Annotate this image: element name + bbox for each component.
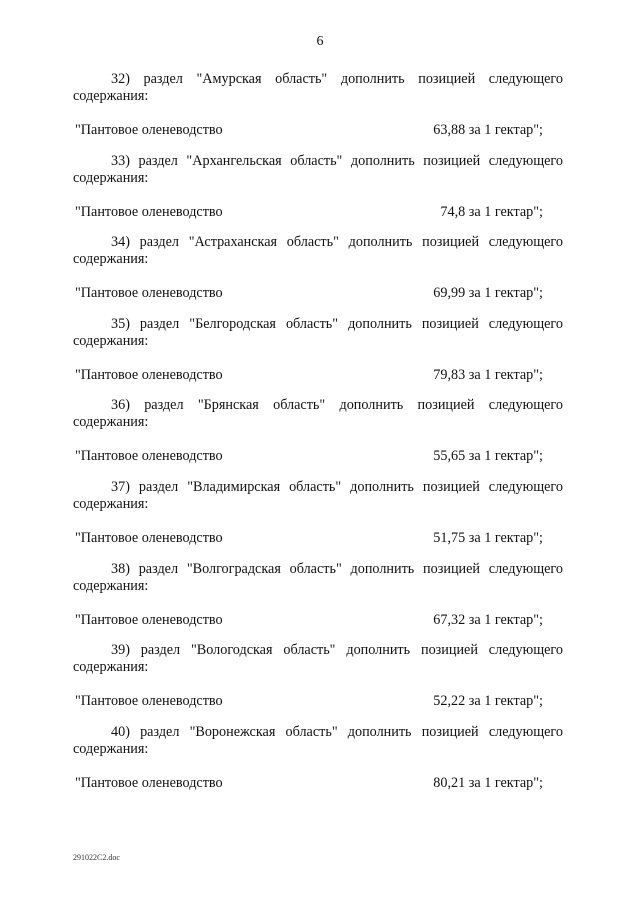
amendment-line-continuation: содержания:	[73, 740, 149, 757]
entry-activity-name: "Пантовое оленеводство	[75, 122, 223, 138]
amendment-item-37	[0, 479, 640, 561]
amendment-instruction: 40) раздел "Воронежская область" дополнить позицией следующего	[111, 723, 563, 740]
amendment-item-40	[0, 724, 640, 806]
amendment-line-continuation: содержания:	[73, 251, 149, 268]
amendment-text	[73, 153, 563, 187]
amendment-line-continuation: содержания:	[73, 88, 149, 104]
entry-rate: 51,75 за 1 гектар";	[433, 529, 543, 546]
amendment-item-35	[0, 316, 640, 398]
amendment-line	[73, 316, 563, 333]
amendment-item-38	[0, 561, 640, 643]
entry-rate: 52,22 за 1 гектар";	[433, 693, 543, 710]
entry-activity-name: "Пантовое оленеводство	[75, 203, 223, 220]
amendment-line	[73, 561, 563, 578]
amendment-text	[73, 561, 563, 595]
amendment-line	[73, 397, 563, 414]
amendment-line	[73, 724, 563, 741]
amendment-line	[73, 234, 563, 251]
amendment-text	[73, 724, 563, 758]
entry-activity-name: "Пантовое оленеводство	[75, 448, 223, 465]
amendment-text	[73, 234, 563, 268]
amendment-line	[73, 642, 563, 659]
entry-rate: 69,99 за 1 гектар";	[433, 285, 543, 302]
amendment-line-continuation: содержания:	[73, 414, 149, 431]
amendment-text	[73, 397, 563, 431]
amendment-line-continuation: содержания:	[73, 169, 149, 186]
amendment-instruction: 38) раздел "Волгоградская область" дополнить позицией следующего	[111, 560, 563, 577]
amendment-item-36	[0, 397, 640, 479]
entry-rate: 79,83 за 1 гектар";	[433, 366, 543, 383]
amendment-instruction: 34) раздел "Астраханская область" дополнить позицией следующего	[111, 234, 563, 251]
amendment-text	[73, 71, 563, 105]
amendment-item-39	[0, 642, 640, 724]
amendment-item-34	[0, 234, 640, 316]
amendment-instruction: 39) раздел "Вологодская область" дополнить позицией следующего	[111, 642, 563, 659]
amendment-line	[73, 479, 563, 496]
entry-rate: 63,88 за 1 гектар";	[433, 122, 543, 138]
entry-rate: 74,8 за 1 гектар";	[440, 203, 543, 220]
entry-rate: 67,32 за 1 гектар";	[433, 611, 543, 628]
entry-activity-name: "Пантовое оленеводство	[75, 285, 223, 302]
document-body	[0, 71, 640, 805]
amendment-instruction: 35) раздел "Белгородская область" дополнить позицией следующего	[111, 315, 563, 332]
amendment-instruction: 36) раздел "Брянская область" дополнить позицией следующего	[111, 397, 563, 414]
amendment-text	[73, 479, 563, 513]
entry-rate: 80,21 за 1 гектар";	[433, 774, 543, 791]
amendment-item-33	[0, 153, 640, 235]
amendment-line-continuation: содержания:	[73, 659, 149, 676]
entry-activity-name: "Пантовое оленеводство	[75, 774, 223, 791]
amendment-text	[73, 642, 563, 676]
entry-rate: 55,65 за 1 гектар";	[433, 448, 543, 465]
amendment-text	[73, 316, 563, 350]
amendment-instruction: 32) раздел "Амурская область" дополнить позицией следующего	[111, 71, 563, 87]
amendment-line	[73, 71, 563, 88]
entry-activity-name: "Пантовое оленеводство	[75, 693, 223, 710]
amendment-line	[73, 153, 563, 170]
entry-activity-name: "Пантовое оленеводство	[75, 611, 223, 628]
amendment-line-continuation: содержания:	[73, 577, 149, 594]
amendment-instruction: 37) раздел "Владимирская область" дополнить позицией следующего	[111, 478, 563, 495]
entry-activity-name: "Пантовое оленеводство	[75, 366, 223, 383]
file-name-footer: 291022C2.doc	[73, 853, 120, 862]
amendment-line-continuation: содержания:	[73, 332, 149, 349]
entry-activity-name: "Пантовое оленеводство	[75, 529, 223, 546]
amendment-instruction: 33) раздел "Архангельская область" дополнить позицией следующего	[111, 152, 563, 169]
amendment-item-32	[0, 71, 640, 153]
page-number: 6	[316, 34, 324, 49]
amendment-line-continuation: содержания:	[73, 495, 149, 512]
